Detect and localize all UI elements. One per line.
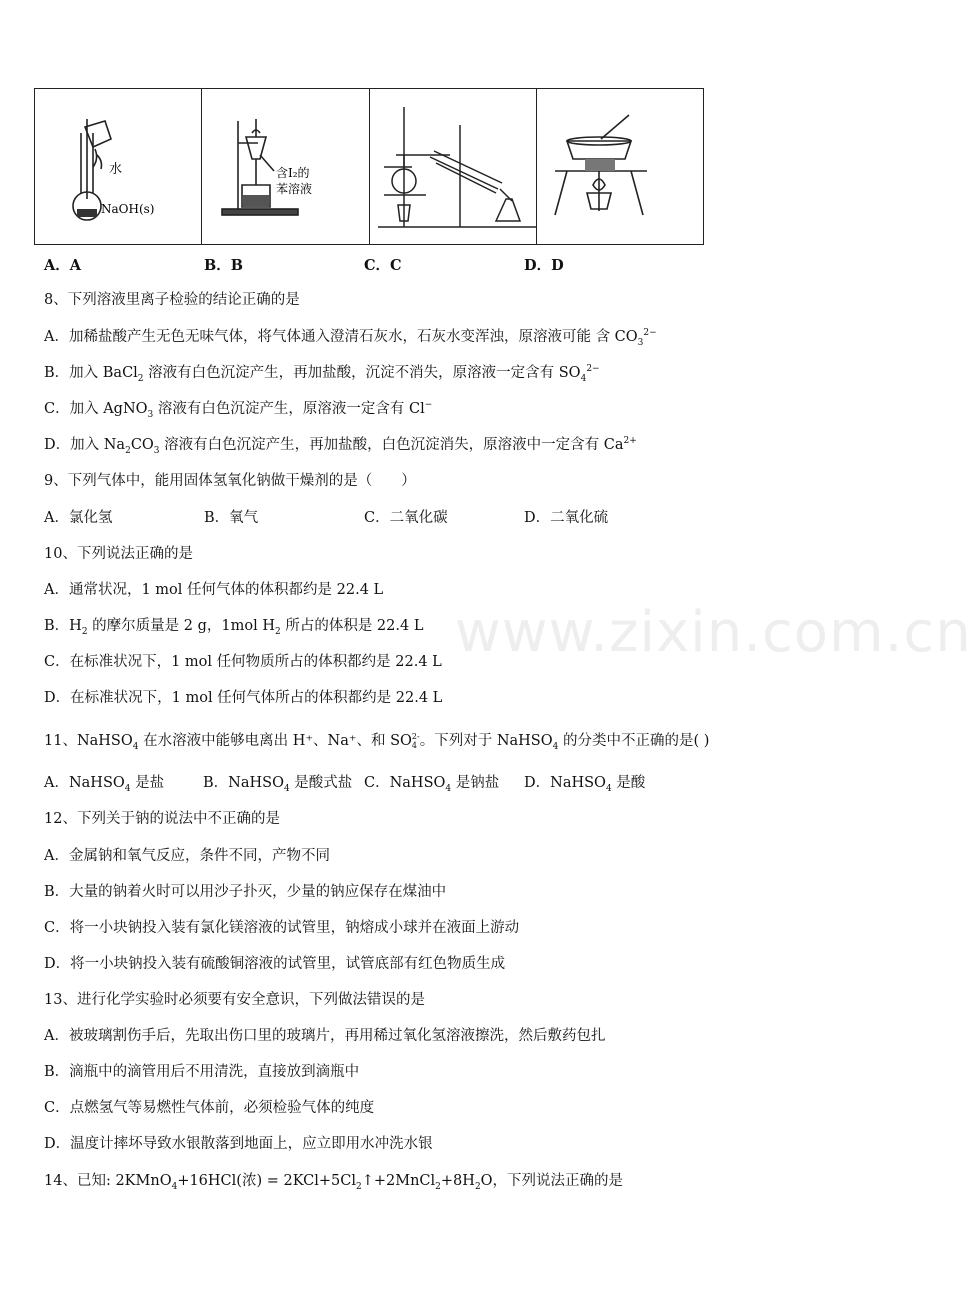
figure-a-cell <box>35 89 202 245</box>
q7-option-b[interactable]: B．B <box>204 257 244 274</box>
q11-option-d[interactable]: D．NaHSO$_4$ 是酸 <box>524 775 646 794</box>
q13-option-d[interactable]: D．温度计摔坏导致水银散落到地面上，应立即用水冲洗水银 <box>44 1136 433 1152</box>
q10-option-b[interactable]: B．$H_2$ 的摩尔质量是 2 g，1mol $H_2$ 所占的体积是 22.4 L <box>44 618 424 637</box>
q13-option-c[interactable]: C．点燃氢气等易燃性气体前，必须检验气体的纯度 <box>44 1100 375 1116</box>
iodine-label-bottom: 苯溶液 <box>276 182 313 196</box>
q9-option-d[interactable]: D．二氧化硫 <box>524 510 609 526</box>
q9-stem: 9、下列气体中，能用固体氢氧化钠做干燥剂的是（ ） <box>44 473 416 489</box>
q13-option-a[interactable]: A．被玻璃割伤手后，先取出伤口里的玻璃片，再用稀过氧化氢溶液擦洗，然后敷药包扎 <box>44 1028 606 1044</box>
q9-option-a[interactable]: A．氯化氢 <box>44 510 113 526</box>
q12-option-d[interactable]: D．将一小块钠投入装有硫酸铜溶液的试管里，试管底部有红色物质生成 <box>44 956 506 972</box>
iodine-label-top: 含I₂的 <box>276 166 310 180</box>
q11-stem: 11、NaHSO$_4$ 在水溶液中能够电离出 H⁺、Na⁺、和 SO 2- 4 。下列对于 NaHSO$_4$ 的分类中不正确的是( ) <box>44 732 710 752</box>
figure-d-evaporation <box>537 89 703 244</box>
q8-option-d[interactable]: D．加入 $Na_2CO_3$ 溶液有白色沉淀产生，再加盐酸，白色沉淀消失，原溶液中一定含有 $Ca^{2+}$ <box>44 436 637 456</box>
q8-option-a[interactable]: A．加稀盐酸产生无色无味气体，将气体通入澄清石灰水，石灰水变浑浊，原溶液可能 含 $CO_3^{2-}$ <box>44 328 657 348</box>
q9-option-c[interactable]: C．二氧化碳 <box>364 510 448 526</box>
q13-option-b[interactable]: B．滴瓶中的滴管用后不用清洗，直接放到滴瓶中 <box>44 1064 360 1080</box>
q10-option-c[interactable]: C．在标准状况下，1 mol 任何物质所占的体积都约是 22.4 L <box>44 654 442 670</box>
figure-b-cell <box>202 89 369 245</box>
q11-option-b[interactable]: B．NaHSO$_4$ 是酸式盐 <box>203 775 353 794</box>
q12-option-c[interactable]: C．将一小块钠投入装有氯化镁溶液的试管里，钠熔成小球并在液面上游动 <box>44 920 520 936</box>
figure-a-dissolving-naoh <box>35 89 201 244</box>
q8-option-c[interactable]: C．加入 AgNO$_3$ 溶液有白色沉淀产生，原溶液一定含有 Cl− <box>44 400 433 420</box>
q8-stem: 8、下列溶液里离子检验的结论正确的是 <box>44 292 300 308</box>
q11-option-a[interactable]: A．NaHSO$_4$ 是盐 <box>44 775 165 794</box>
q9-option-b[interactable]: B．氧气 <box>204 510 259 526</box>
q7-option-d[interactable]: D．D <box>524 257 564 274</box>
q7-option-c[interactable]: C．C <box>364 257 402 274</box>
q7-option-a[interactable]: A．A <box>44 257 82 274</box>
q10-option-d[interactable]: D．在标准状况下，1 mol 任何气体所占的体积都约是 22.4 L <box>44 690 443 706</box>
q13-stem: 13、进行化学实验时必须要有安全意识，下列做法错误的是 <box>44 992 425 1008</box>
water-label: 水 <box>109 162 123 177</box>
q8-option-b[interactable]: B．加入 BaCl$_2$ 溶液有白色沉淀产生，再加盐酸，沉淀不消失，原溶液一定含有 $SO_4^{2-}$ <box>44 364 600 384</box>
q14-stem: 14、已知: 2KMnO$_4$+16HCl(浓) = $2KCl+5Cl_2↑+2MnCl_2+8H_2O$，下列说法正确的是 <box>44 1173 624 1192</box>
q12-option-b[interactable]: B．大量的钠着火时可以用沙子扑灭，少量的钠应保存在煤油中 <box>44 884 447 900</box>
q12-option-a[interactable]: A．金属钠和氧气反应，条件不同，产物不同 <box>44 848 330 864</box>
q10-stem: 10、下列说法正确的是 <box>44 546 193 562</box>
watermark: www.zixin.com.cn <box>455 600 972 665</box>
figure-c-cell <box>369 89 536 245</box>
figure-c-distillation <box>370 89 536 244</box>
figure-d-cell <box>536 89 703 245</box>
figure-b-separatory-funnel <box>202 89 368 244</box>
q11-option-c[interactable]: C．NaHSO$_4$ 是钠盐 <box>364 775 500 794</box>
apparatus-figure-table <box>34 88 704 245</box>
q10-option-a[interactable]: A．通常状况，1 mol 任何气体的体积都约是 22.4 L <box>44 582 384 598</box>
naoh-label: NaOH(s) <box>101 202 155 216</box>
q12-stem: 12、下列关于钠的说法中不正确的是 <box>44 811 280 827</box>
